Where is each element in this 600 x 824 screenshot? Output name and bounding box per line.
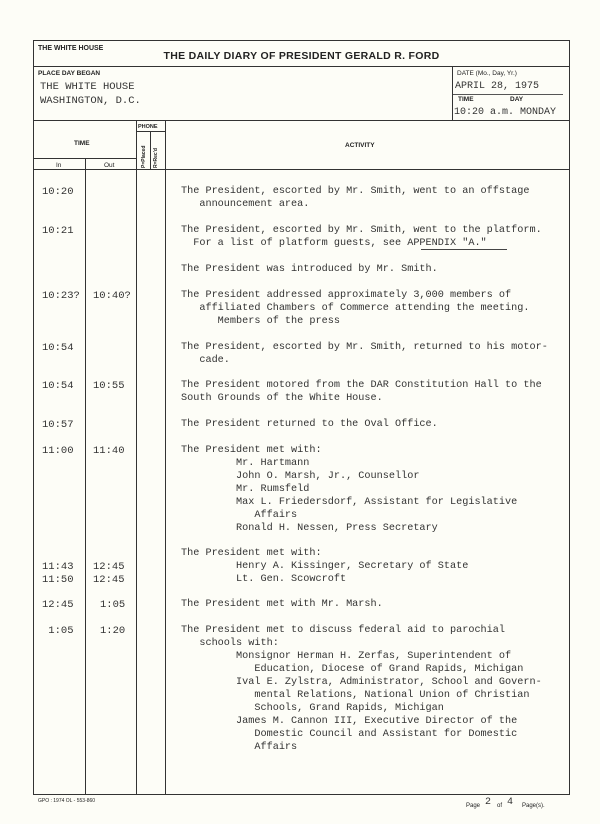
- entry-in-time: 10:20: [42, 186, 74, 198]
- entry-activity-line: The President, escorted by Mr. Smith, went to an offstage: [181, 186, 530, 197]
- entry-activity-line: Monsignor Herman H. Zerfas, Superintendent of: [181, 651, 512, 662]
- entry-activity-line: Affairs: [181, 742, 298, 753]
- entry-activity-line: James M. Cannon III, Executive Director of the: [181, 716, 518, 727]
- page-suffix: Page(s).: [522, 803, 545, 809]
- time-day-value: 10:20 a.m. MONDAY: [454, 107, 557, 118]
- phone-column-header: PHONE: [138, 124, 158, 130]
- time-column-header: TIME: [74, 140, 90, 147]
- entry-activity-line: Affairs: [181, 510, 298, 521]
- entry-in-time: 10:54: [42, 380, 74, 392]
- entry-activity-line: Max L. Friedersdorf, Assistant for Legislative: [181, 497, 518, 508]
- time-label: TIME: [458, 96, 474, 103]
- entry-activity-line: The President was introduced by Mr. Smith.: [181, 264, 438, 275]
- entry-in-time: 12:45: [42, 599, 74, 611]
- entry-activity-line: Mr. Hartmann: [181, 458, 310, 469]
- entry-activity-line: The President motored from the DAR Constitution Hall to the: [181, 380, 542, 391]
- activity-column-header: ACTIVITY: [345, 142, 375, 149]
- date-underline: [453, 94, 563, 95]
- divider: [165, 120, 166, 795]
- entry-in-time: 10:23?: [42, 290, 80, 302]
- entry-activity-line: The President met with Mr. Marsh.: [181, 599, 383, 610]
- entry-activity-line: Members of the press: [181, 316, 340, 327]
- entry-activity-line: Schools, Grand Rapids, Michigan: [181, 703, 444, 714]
- gpo-footer: GPO : 1974 OL - 553-860: [38, 798, 96, 804]
- entry-activity-line: For a list of platform guests, see APPENDIX "A.": [181, 238, 487, 249]
- place-label: PLACE DAY BEGAN: [38, 70, 101, 77]
- divider: [452, 66, 453, 120]
- entry-in-time: 10:21: [42, 225, 74, 237]
- divider: [33, 66, 570, 67]
- entry-activity-line: Education, Diocese of Grand Rapids, Michigan: [181, 664, 524, 675]
- entry-activity-line: South Grounds of the White House.: [181, 393, 383, 404]
- page-of: of: [497, 803, 503, 809]
- entry-activity-line: The President addressed approximately 3,000 members of: [181, 290, 512, 301]
- place-line-2: WASHINGTON, D.C.: [40, 95, 141, 107]
- entry-in-time: 10:54: [42, 342, 74, 354]
- day-label: DAY: [510, 96, 524, 103]
- divider: [136, 120, 137, 795]
- entry-in-time: 10:57: [42, 419, 74, 431]
- received-label: R=Rec'd: [153, 148, 159, 168]
- in-column-header: In: [56, 162, 62, 169]
- entry-out-time: 10:55: [93, 380, 125, 392]
- entry-out-time: 10:40?: [93, 290, 131, 302]
- entry-activity-line: affiliated Chambers of Commerce attending the meeting.: [181, 303, 530, 314]
- entry-in-time: 1:05: [42, 625, 74, 637]
- placed-label: P=Placed: [141, 145, 147, 168]
- entry-out-time: 11:40: [93, 445, 125, 457]
- entry-activity-line: The President returned to the Oval Office.: [181, 419, 438, 430]
- entry-activity-line: Ronald H. Nessen, Press Secretary: [181, 523, 438, 534]
- appendix-underline: [421, 249, 507, 250]
- place-line-1: THE WHITE HOUSE: [40, 81, 135, 93]
- entry-out-time: 12:45 12:45: [93, 561, 125, 586]
- entry-activity-line: Ival E. Zylstra, Administrator, School and Govern-: [181, 677, 542, 688]
- entry-activity-line: Lt. Gen. Scowcroft: [181, 574, 347, 585]
- date-value: APRIL 28, 1975: [455, 81, 540, 92]
- out-column-header: Out: [104, 162, 115, 169]
- entry-activity-line: The President met with:: [181, 445, 322, 456]
- entry-activity-line: The President, escorted by Mr. Smith, went to the platform.: [181, 225, 542, 236]
- entry-out-time: 1:05: [100, 599, 126, 611]
- date-label: DATE (Mo., Day, Yr.): [457, 70, 517, 77]
- entry-in-time: 11:00: [42, 445, 74, 457]
- entry-activity-line: Mr. Rumsfeld: [181, 484, 310, 495]
- entry-activity-line: The President met with:: [181, 548, 322, 559]
- page-title: THE DAILY DIARY OF PRESIDENT GERALD R. FORD: [163, 50, 440, 62]
- entry-activity-line: The President met to discuss federal aid to parochial: [181, 625, 506, 636]
- entry-activity-line: mental Relations, National Union of Christian: [181, 690, 530, 701]
- entry-activity-line: Henry A. Kissinger, Secretary of State: [181, 561, 469, 572]
- page-prefix: Page: [466, 803, 481, 809]
- entry-activity-line: The President, escorted by Mr. Smith, returned to his motor-: [181, 342, 548, 353]
- page-total: 4: [507, 797, 514, 808]
- page-number: 2: [485, 797, 492, 808]
- entry-activity-line: cade.: [181, 355, 230, 366]
- entry-activity-line: announcement area.: [181, 199, 310, 210]
- divider: [33, 169, 570, 170]
- entry-activity-line: schools with:: [181, 638, 279, 649]
- entry-activity-line: Domestic Council and Assistant for Domestic: [181, 729, 518, 740]
- divider: [150, 131, 151, 169]
- entry-out-time: 1:20: [100, 625, 126, 637]
- entry-activity-line: John O. Marsh, Jr., Counsellor: [181, 471, 420, 482]
- divider: [33, 120, 570, 121]
- divider: [85, 158, 86, 795]
- org-label: THE WHITE HOUSE: [38, 45, 104, 52]
- entry-in-time: 11:43 11:50: [42, 561, 74, 586]
